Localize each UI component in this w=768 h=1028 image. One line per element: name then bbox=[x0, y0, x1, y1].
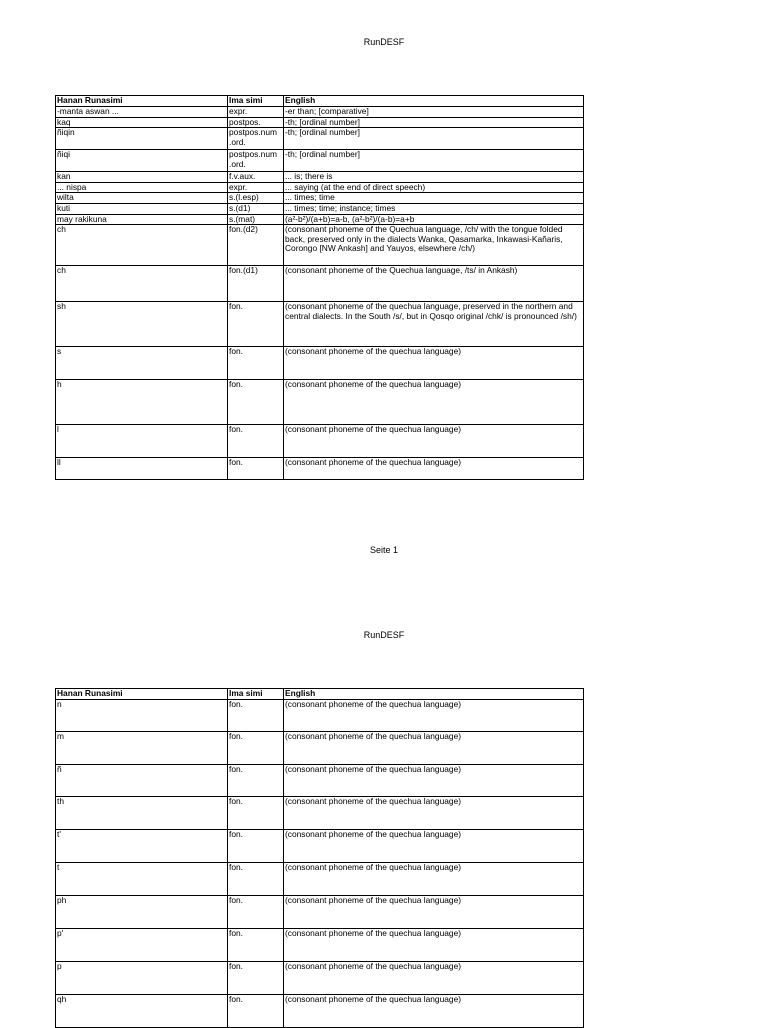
table-row bbox=[56, 765, 584, 797]
term-cell: p bbox=[56, 962, 228, 995]
column-header: Hanan Runasimi bbox=[56, 96, 228, 107]
term-cell: kuti bbox=[56, 203, 228, 214]
table-row bbox=[56, 117, 584, 128]
table-row bbox=[56, 128, 584, 150]
translation-cell: -er than; [comparative] bbox=[284, 107, 584, 118]
translation-cell: (consonant phoneme of the quechua language) bbox=[284, 995, 584, 1028]
translation-cell: -th; [ordinal number] bbox=[284, 150, 584, 172]
term-cell: ch bbox=[56, 225, 228, 266]
table-row bbox=[56, 380, 584, 425]
translation-cell: (consonant phoneme of the quechua language) bbox=[284, 962, 584, 995]
category-cell: fon. bbox=[228, 700, 284, 732]
translation-cell: (consonant phoneme of the quechua language, preserved in the northern and central dialects. In the South /s/, but in Qosqo original /chk/ is pronounced /sh/) bbox=[284, 302, 584, 347]
translation-cell: -th; [ordinal number] bbox=[284, 117, 584, 128]
table-header-row bbox=[56, 96, 584, 107]
translation-cell: (consonant phoneme of the quechua language) bbox=[284, 700, 584, 732]
category-cell: fon. bbox=[228, 380, 284, 425]
table-row bbox=[56, 700, 584, 732]
table-row bbox=[56, 182, 584, 193]
translation-cell: (consonant phoneme of the quechua language) bbox=[284, 380, 584, 425]
category-cell: fon. bbox=[228, 425, 284, 458]
term-cell: ph bbox=[56, 896, 228, 929]
table-row bbox=[56, 896, 584, 929]
table-row bbox=[56, 732, 584, 765]
category-cell: fon. bbox=[228, 458, 284, 480]
page-1-header: RunDESF bbox=[363, 37, 405, 47]
column-header: Ima simi bbox=[228, 96, 284, 107]
table-row bbox=[56, 225, 584, 266]
table-row bbox=[56, 830, 584, 863]
table-row bbox=[56, 266, 584, 302]
term-cell: kaq bbox=[56, 117, 228, 128]
category-cell: fon. bbox=[228, 732, 284, 765]
translation-cell: (consonant phoneme of the quechua language) bbox=[284, 347, 584, 380]
term-cell: m bbox=[56, 732, 228, 765]
category-cell: s.(l.esp) bbox=[228, 193, 284, 204]
term-cell: n bbox=[56, 700, 228, 732]
category-cell: expr. bbox=[228, 182, 284, 193]
table-row bbox=[56, 150, 584, 172]
term-cell: qh bbox=[56, 995, 228, 1028]
table-header-row bbox=[56, 689, 584, 700]
term-cell: -manta aswan ... bbox=[56, 107, 228, 118]
term-cell: ll bbox=[56, 458, 228, 480]
term-cell: p' bbox=[56, 929, 228, 962]
translation-cell: (consonant phoneme of the quechua language) bbox=[284, 929, 584, 962]
term-cell: s bbox=[56, 347, 228, 380]
translation-cell: ... times; time; instance; times bbox=[284, 203, 584, 214]
translation-cell: (consonant phoneme of the quechua language) bbox=[284, 830, 584, 863]
translation-cell: (consonant phoneme of the Quechua language, /ts/ in Ankash) bbox=[284, 266, 584, 302]
translation-cell: (consonant phoneme of the quechua language) bbox=[284, 765, 584, 797]
term-cell: th bbox=[56, 797, 228, 830]
column-header: Hanan Runasimi bbox=[56, 689, 228, 700]
term-cell: ch bbox=[56, 266, 228, 302]
table-row bbox=[56, 995, 584, 1028]
table-row bbox=[56, 347, 584, 380]
category-cell: fon. bbox=[228, 302, 284, 347]
term-cell: kan bbox=[56, 172, 228, 183]
table-row bbox=[56, 458, 584, 480]
term-cell: ñiqin bbox=[56, 128, 228, 150]
translation-cell: (a²-b²)/(a+b)=a-b, (a²-b²)/(a-b)=a+b bbox=[284, 214, 584, 225]
translation-cell: (consonant phoneme of the quechua language) bbox=[284, 863, 584, 896]
category-cell: fon. bbox=[228, 863, 284, 896]
column-header: English bbox=[284, 96, 584, 107]
category-cell: fon. bbox=[228, 830, 284, 863]
table-row bbox=[56, 203, 584, 214]
category-cell: fon. bbox=[228, 929, 284, 962]
translation-cell: (consonant phoneme of the quechua language) bbox=[284, 732, 584, 765]
category-cell: s.(mat) bbox=[228, 214, 284, 225]
page-1-footer: Seite 1 bbox=[369, 545, 399, 555]
category-cell: fon.(d1) bbox=[228, 266, 284, 302]
table-row bbox=[56, 425, 584, 458]
category-cell: s.(d1) bbox=[228, 203, 284, 214]
translation-cell: (consonant phoneme of the quechua language) bbox=[284, 425, 584, 458]
table-row bbox=[56, 863, 584, 896]
category-cell: postpos.num .ord. bbox=[228, 150, 284, 172]
term-cell: sh bbox=[56, 302, 228, 347]
term-cell: h bbox=[56, 380, 228, 425]
term-cell: wilta bbox=[56, 193, 228, 204]
translation-cell: (consonant phoneme of the quechua language) bbox=[284, 458, 584, 480]
category-cell: f.v.aux. bbox=[228, 172, 284, 183]
table-row bbox=[56, 302, 584, 347]
table-row bbox=[56, 214, 584, 225]
page-2-header: RunDESF bbox=[363, 630, 405, 640]
category-cell: expr. bbox=[228, 107, 284, 118]
page-2-table bbox=[55, 688, 584, 1028]
category-cell: fon. bbox=[228, 347, 284, 380]
category-cell: fon. bbox=[228, 797, 284, 830]
category-cell: postpos. bbox=[228, 117, 284, 128]
table-row bbox=[56, 962, 584, 995]
column-header: English bbox=[284, 689, 584, 700]
table-row bbox=[56, 172, 584, 183]
translation-cell: ... saying (at the end of direct speech) bbox=[284, 182, 584, 193]
term-cell: t' bbox=[56, 830, 228, 863]
category-cell: fon. bbox=[228, 765, 284, 797]
term-cell: t bbox=[56, 863, 228, 896]
term-cell: ñ bbox=[56, 765, 228, 797]
translation-cell: (consonant phoneme of the Quechua language, /ch/ with the tongue folded back, preserved only in the dialects Wanka, Qasamarka, Inkawasi-Kañaris, Corongo [NW Ankash] and Yauyos, elsewhere /ch/) bbox=[284, 225, 584, 266]
category-cell: fon.(d2) bbox=[228, 225, 284, 266]
translation-cell: (consonant phoneme of the quechua language) bbox=[284, 896, 584, 929]
category-cell: fon. bbox=[228, 896, 284, 929]
term-cell: may rakikuna bbox=[56, 214, 228, 225]
term-cell: ñiqi bbox=[56, 150, 228, 172]
table-row bbox=[56, 929, 584, 962]
category-cell: postpos.num .ord. bbox=[228, 128, 284, 150]
category-cell: fon. bbox=[228, 962, 284, 995]
term-cell: l bbox=[56, 425, 228, 458]
table-row bbox=[56, 107, 584, 118]
term-cell: ... nispa bbox=[56, 182, 228, 193]
category-cell: fon. bbox=[228, 995, 284, 1028]
translation-cell: -th; [ordinal number] bbox=[284, 128, 584, 150]
translation-cell: (consonant phoneme of the quechua language) bbox=[284, 797, 584, 830]
column-header: Ima simi bbox=[228, 689, 284, 700]
table-row bbox=[56, 797, 584, 830]
table-row bbox=[56, 193, 584, 204]
translation-cell: ... is; there is bbox=[284, 172, 584, 183]
translation-cell: ... times; time bbox=[284, 193, 584, 204]
page-1-table bbox=[55, 95, 584, 480]
